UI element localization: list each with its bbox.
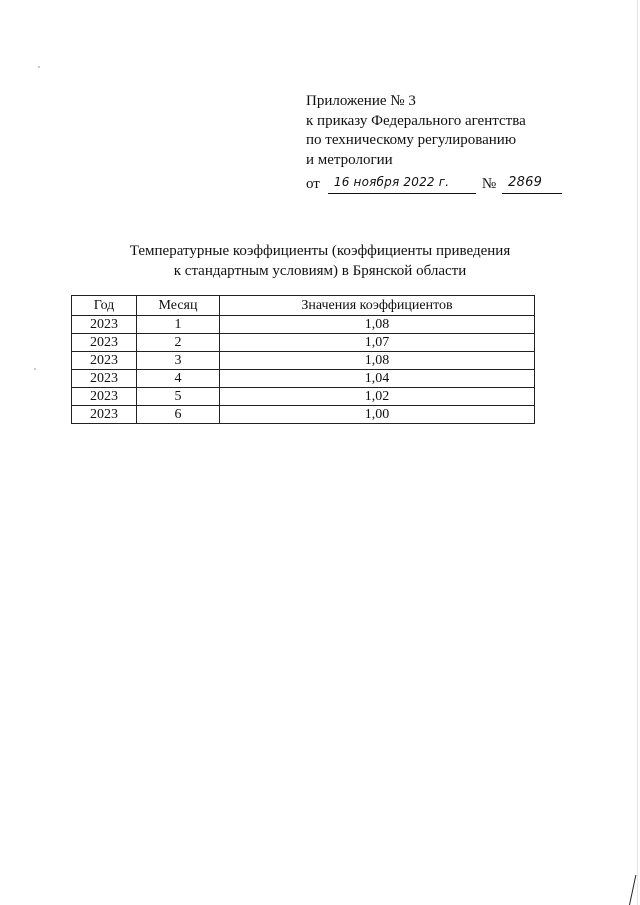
title-line-1: Температурные коэффициенты (коэффициенты приведения: [129, 243, 511, 259]
cell-year: 2023: [72, 388, 137, 406]
table-row: [72, 334, 535, 352]
cell-year: 2023: [72, 352, 137, 370]
header-year: Год: [72, 296, 137, 316]
cell-month: 5: [137, 388, 220, 406]
header-coefficient: Значения коэффициентов: [220, 296, 535, 316]
cell-month: 1: [137, 316, 220, 334]
date-field: [328, 173, 476, 194]
appendix-order-ref: к приказу Федерального агентства: [306, 112, 526, 129]
number-field: [502, 173, 562, 194]
page-edge: [637, 0, 638, 905]
cell-coefficient: 1,08: [220, 352, 535, 370]
page-corner: [629, 875, 640, 905]
cell-month: 6: [137, 406, 220, 424]
appendix-agency-line-end: и метрологии: [306, 151, 393, 168]
cell-coefficient: 1,00: [220, 406, 535, 424]
table-header-row: [72, 296, 535, 316]
number-prefix: №: [481, 175, 497, 192]
date-prefix: от: [306, 175, 320, 192]
cell-coefficient: 1,07: [220, 334, 535, 352]
cell-coefficient: 1,08: [220, 316, 535, 334]
order-date-number-line: [306, 173, 562, 194]
appendix-number: Приложение № 3: [306, 93, 416, 109]
title-line-2: к стандартным условиям) в Брянской области: [173, 262, 467, 279]
header-month: Месяц: [137, 296, 220, 316]
cell-year: 2023: [72, 316, 137, 334]
scan-speck: [38, 66, 40, 68]
appendix-block: [306, 92, 562, 194]
cell-year: 2023: [72, 370, 137, 388]
table-row: [72, 370, 535, 388]
table-row: [72, 388, 535, 406]
handwritten-date: 16 ноября 2022 г.: [333, 174, 450, 189]
table-row: [72, 352, 535, 370]
table-row: [72, 406, 535, 424]
cell-month: 3: [137, 352, 220, 370]
cell-coefficient: 1,02: [220, 388, 535, 406]
handwritten-number: 2869: [508, 174, 543, 190]
cell-month: 4: [137, 370, 220, 388]
document-title: [0, 242, 640, 281]
cell-year: 2023: [72, 334, 137, 352]
cell-month: 2: [137, 334, 220, 352]
appendix-agency-line: по техническому регулированию: [306, 132, 517, 148]
cell-coefficient: 1,04: [220, 370, 535, 388]
cell-year: 2023: [72, 406, 137, 424]
table-row: [72, 316, 535, 334]
scan-speck: [34, 368, 36, 370]
coefficients-table: [71, 295, 535, 424]
